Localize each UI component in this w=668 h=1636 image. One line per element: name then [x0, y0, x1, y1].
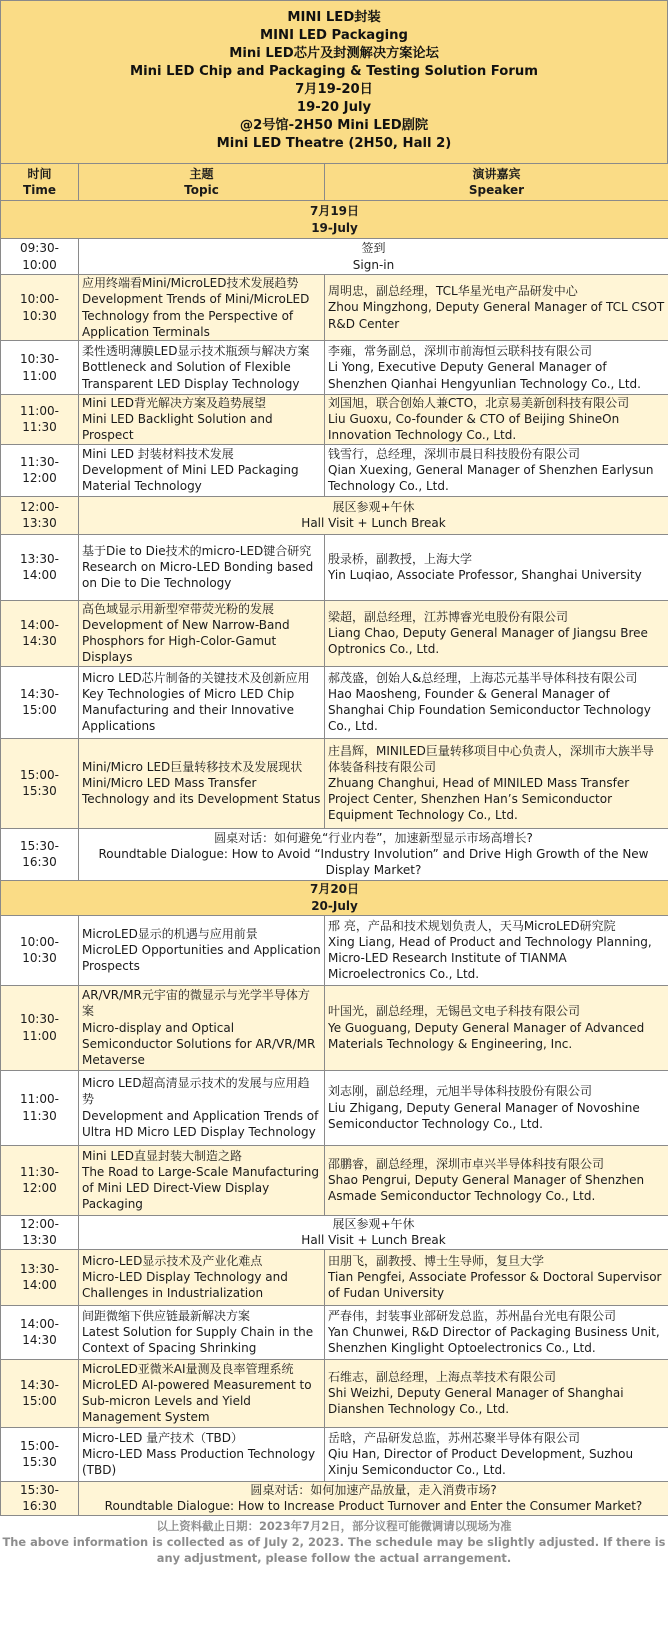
footer-note [0, 1516, 668, 1566]
session-topic-en: Development Trends of Mini/MicroLED Technology from the Perspective of Application Terminals [82, 292, 310, 339]
session-speaker-cn: 钱雪行，总经理，深圳市晨日科技股份有限公司 [328, 446, 581, 461]
session-topic-cn: Mini LED 封装材料技术发展 [82, 446, 234, 461]
session-topic [79, 395, 325, 445]
session-speaker-en: Li Yong, Executive Deputy General Manager of Shenzhen Qianhai Hengyunlian Technology Co., Ltd. [328, 360, 641, 391]
session-speaker-en: Shi Weizhi, Deputy General Manager of Shanghai Dianshen Technology Co., Ltd. [328, 1386, 624, 1417]
session-time: 11:00-11:30 [1, 1070, 79, 1145]
session-speaker [325, 738, 668, 828]
session-speaker-cn: 邢 亮，产品和技术规划负责人，天马MicroLED研究院 [328, 918, 616, 933]
session-break-cn: 展区参观+午休 [332, 1216, 415, 1231]
session-time: 14:30-15:00 [1, 666, 79, 738]
footer-note-cn: 以上资料截止日期：2023年7月2日，部分议程可能微调请以现场为准 [156, 1518, 512, 1533]
session-topic-cn: Micro LED超高清显示技术的发展与应用趋势 [82, 1076, 310, 1107]
session-topic-en: Latest Solution for Supply Chain in the Context of Spacing Shrinking [82, 1325, 314, 1356]
session-break-cn: 圆桌对话：如何避免“行业内卷”，加速新型显示市场高增长? [214, 830, 533, 845]
session-topic-cn: 应用终端看Mini/MicroLED技术发展趋势 [82, 276, 299, 291]
table-row [1, 1145, 668, 1215]
session-topic-cn: Mini LED背光解决方案及趋势展望 [82, 396, 266, 410]
session-speaker-en: Shao Pengrui, Deputy General Manager of Shenzhen Asmade Semiconductor Technology Co., Ltd. [328, 1173, 645, 1204]
session-speaker-en: Hao Maosheng, Founder & General Manager of Shanghai Chip Foundation Semiconductor Technology Co., Ltd. [328, 686, 651, 734]
session-topic [79, 1427, 325, 1481]
session-speaker-cn: 石维志，副总经理，上海点莘技术有限公司 [328, 1369, 557, 1384]
session-break-en: Hall Visit + Lunch Break [301, 1233, 446, 1248]
session-topic-cn: AR/VR/MR元宇宙的微显示与光学半导体方案 [82, 988, 310, 1019]
session-topic [79, 600, 325, 666]
session-break-cn: 展区参观+午休 [332, 499, 415, 514]
session-speaker [325, 341, 668, 395]
session-break [79, 828, 668, 880]
session-topic-cn: Micro-LED 量产技术（TBD） [82, 1430, 243, 1445]
session-topic-en: MicroLED AI-powered Measurement to Sub-micron Levels and Yield Management System [82, 1377, 312, 1425]
schedule-table [0, 163, 668, 1516]
session-break [79, 1215, 668, 1249]
table-row [1, 828, 668, 880]
session-topic [79, 444, 325, 496]
day-label-en: 19-July [311, 220, 358, 235]
session-speaker-cn: 刘志刚，副总经理，元旭半导体科技股份有限公司 [328, 1084, 593, 1099]
session-time: 10:00-10:30 [1, 915, 79, 985]
table-row [1, 395, 668, 445]
session-topic [79, 275, 325, 341]
table-row [1, 444, 668, 496]
column-header-time: 时间 Time [1, 164, 79, 201]
forum-header [0, 0, 668, 163]
session-speaker-en: Qiu Han, Director of Product Development, Suzhou Xinju Semiconductor Co., Ltd. [328, 1447, 634, 1478]
session-topic-en: Micro-LED Mass Production Technology (TBD) [82, 1447, 316, 1478]
header-line-3: Mini LED芯片及封测解决方案论坛 [229, 46, 439, 61]
session-speaker-cn: 梁超，副总经理，江苏博睿光电股份有限公司 [328, 609, 569, 624]
day-label-en: 20-July [311, 898, 358, 913]
session-topic [79, 1359, 325, 1427]
day-label [1, 880, 668, 915]
session-break-en: Roundtable Dialogue: How to Increase Product Turnover and Enter the Consumer Market? [104, 1499, 643, 1514]
table-row [1, 915, 668, 985]
session-speaker [325, 1145, 668, 1215]
session-topic-cn: Mini/Micro LED巨量转移技术及发展现状 [82, 759, 303, 774]
session-speaker-en: Liu Zhigang, Deputy General Manager of Novoshine Semiconductor Technology Co., Ltd. [328, 1100, 640, 1131]
session-speaker-en: Ye Guoguang, Deputy General Manager of Advanced Materials Technology & Engineering, Inc. [328, 1020, 645, 1051]
session-speaker-cn: 郝茂盛，创始人&总经理，上海芯元基半导体科技有限公司 [328, 670, 638, 685]
session-speaker [325, 534, 668, 600]
table-row [1, 738, 668, 828]
session-topic-cn: 柔性透明薄膜LED显示技术瓶颈与解决方案 [82, 344, 310, 359]
table-row [1, 1427, 668, 1481]
day-header-row [1, 201, 668, 239]
session-topic-en: Development of Mini LED Packaging Material Technology [82, 463, 299, 494]
session-speaker [325, 600, 668, 666]
session-break-cn: 圆桌对话：如何加速产品放量，走入消费市场? [250, 1482, 497, 1497]
header-line-6: 19-20 July [296, 100, 372, 115]
session-topic-cn: 间距微缩下供应链最新解决方案 [82, 1308, 251, 1323]
session-break [79, 1481, 668, 1515]
session-speaker [325, 1305, 668, 1359]
table-row [1, 1070, 668, 1145]
header-line-5: 7月19-20日 [295, 82, 373, 97]
session-topic-en: Research on Micro-LED Bonding based on Die to Die Technology [82, 560, 314, 591]
session-speaker [325, 1427, 668, 1481]
session-speaker [325, 985, 668, 1070]
session-speaker-cn: 严春伟，封装事业部研发总监，苏州晶台光电有限公司 [328, 1308, 617, 1323]
session-topic [79, 1145, 325, 1215]
session-time: 13:30-14:00 [1, 1249, 79, 1305]
table-row [1, 341, 668, 395]
session-time: 11:30-12:00 [1, 444, 79, 496]
session-topic [79, 341, 325, 395]
table-row [1, 275, 668, 341]
day-header-row [1, 880, 668, 915]
session-time: 13:30-14:00 [1, 534, 79, 600]
session-time: 10:30-11:00 [1, 341, 79, 395]
table-row [1, 239, 668, 275]
header-line-1: MINI LED封装 [287, 10, 381, 25]
session-speaker-en: Yan Chunwei, R&D Director of Packaging Business Unit, Shenzhen Kinglight Optoelectronics Co., Ltd. [328, 1325, 660, 1356]
session-time: 09:30-10:00 [1, 239, 79, 275]
session-topic-cn: 基于Die to Die技术的micro-LED键合研究 [82, 543, 312, 558]
session-topic-en: Key Technologies of Micro LED Chip Manufacturing and their Innovative Applications [82, 686, 295, 734]
session-speaker-cn: 邵鹏睿，副总经理，深圳市卓兴半导体科技有限公司 [328, 1156, 605, 1171]
session-time: 10:00-10:30 [1, 275, 79, 341]
session-break-en: Roundtable Dialogue: How to Avoid “Industry Involution” and Drive High Growth of the New Display Market? [98, 847, 649, 878]
session-time: 14:00-14:30 [1, 600, 79, 666]
session-time: 15:30-16:30 [1, 828, 79, 880]
session-speaker-cn: 岳晗，产品研发总监，苏州芯聚半导体有限公司 [328, 1430, 581, 1445]
session-speaker [325, 1070, 668, 1145]
session-speaker-cn: 庄昌辉，MINILED巨量转移项目中心负责人，深圳市大族半导体装备科技有限公司 [328, 743, 654, 774]
session-time: 12:00-13:30 [1, 496, 79, 534]
table-row [1, 1215, 668, 1249]
session-break [79, 239, 668, 275]
header-line-8: Mini LED Theatre (2H50, Hall 2) [216, 136, 452, 151]
session-speaker-en: Zhou Mingzhong, Deputy General Manager of TCL CSOT R&D Center [328, 300, 665, 331]
session-topic-en: Development of New Narrow-Band Phosphors for High-Color-Gamut Displays [82, 617, 290, 665]
session-topic-en: Mini LED Backlight Solution and Prospect [82, 412, 273, 443]
session-speaker [325, 444, 668, 496]
session-time: 11:00-11:30 [1, 395, 79, 445]
session-time: 14:00-14:30 [1, 1305, 79, 1359]
table-row [1, 1481, 668, 1515]
session-speaker-cn: 李雍，常务副总，深圳市前海恒云联科技有限公司 [328, 344, 593, 359]
table-row [1, 1249, 668, 1305]
session-speaker [325, 666, 668, 738]
session-topic [79, 915, 325, 985]
session-time: 15:00-15:30 [1, 738, 79, 828]
column-header-speaker: 演讲嘉宾 Speaker [325, 164, 668, 201]
session-speaker-en: Yin Luqiao, Associate Professor, Shanghai University [328, 568, 642, 583]
session-topic-cn: Mini LED直显封装大制造之路 [82, 1148, 242, 1163]
session-time: 14:30-15:00 [1, 1359, 79, 1427]
session-speaker-cn: 刘国旭，联合创始人兼CTO，北京易美新创科技有限公司 [328, 396, 630, 410]
table-row [1, 1305, 668, 1359]
session-speaker [325, 275, 668, 341]
session-topic [79, 666, 325, 738]
session-topic [79, 985, 325, 1070]
session-topic [79, 738, 325, 828]
header-line-4: Mini LED Chip and Packaging & Testing Solution Forum [130, 64, 538, 79]
session-break [79, 496, 668, 534]
table-row [1, 1359, 668, 1427]
session-topic-en: Bottleneck and Solution of Flexible Transparent LED Display Technology [82, 360, 300, 391]
footer-note-en: The above information is collected as of July 2, 2023. The schedule may be slightly adjusted. If there is any adjustment, please follow the actual arrangement. [2, 1534, 666, 1565]
header-line-7: @2号馆-2H50 Mini LED剧院 [239, 118, 429, 133]
session-speaker [325, 915, 668, 985]
session-speaker-en: Liu Guoxu, Co-founder & CTO of Beijing ShineOn Innovation Technology Co., Ltd. [328, 412, 620, 443]
day-label-cn: 7月19日 [309, 203, 360, 218]
session-topic [79, 1249, 325, 1305]
session-time: 11:30-12:00 [1, 1145, 79, 1215]
session-topic [79, 1305, 325, 1359]
header-line-2: MINI LED Packaging [260, 28, 408, 43]
table-row [1, 496, 668, 534]
session-topic-en: Development and Application Trends of Ultra HD Micro LED Display Technology [82, 1108, 319, 1139]
session-topic [79, 534, 325, 600]
session-time: 12:00-13:30 [1, 1215, 79, 1249]
session-topic-en: MicroLED Opportunities and Application Prospects [82, 943, 321, 974]
session-speaker-en: Tian Pengfei, Associate Professor & Doctoral Supervisor of Fudan University [328, 1270, 662, 1301]
session-topic-cn: Micro-LED显示技术及产业化难点 [82, 1253, 263, 1268]
session-topic-cn: MicroLED亚微米AI量测及良率管理系统 [82, 1361, 294, 1376]
session-time: 15:30-16:30 [1, 1481, 79, 1515]
session-speaker-en: Xing Liang, Head of Product and Technology Planning, Micro-LED Research Institute of TIANMA Microelectronics Co., Ltd. [328, 934, 652, 982]
session-topic [79, 1070, 325, 1145]
session-break-cn: 签到 [361, 241, 386, 256]
table-row [1, 666, 668, 738]
column-header-topic: 主题 Topic [79, 164, 325, 201]
table-row [1, 534, 668, 600]
session-topic-en: Mini/Micro LED Mass Transfer Technology and its Development Status [82, 776, 321, 807]
session-break-en: Hall Visit + Lunch Break [301, 516, 446, 531]
session-topic-en: Micro-display and Optical Semiconductor Solutions for AR/VR/MR Metaverse [82, 1020, 316, 1067]
session-topic-cn: 高色域显示用新型窄带荧光粉的发展 [82, 601, 275, 616]
session-break-en: Sign-in [352, 257, 395, 272]
session-speaker [325, 1249, 668, 1305]
day-label [1, 201, 668, 239]
session-speaker-en: Qian Xuexing, General Manager of Shenzhen Earlysun Technology Co., Ltd. [328, 463, 654, 494]
session-speaker [325, 1359, 668, 1427]
session-time: 15:00-15:30 [1, 1427, 79, 1481]
session-topic-cn: Micro LED芯片制备的关键技术及创新应用 [82, 670, 310, 685]
table-row [1, 985, 668, 1070]
session-topic-cn: MicroLED显示的机遇与应用前景 [82, 926, 258, 941]
table-row [1, 600, 668, 666]
session-topic-en: Micro-LED Display Technology and Challenges in Industrialization [82, 1270, 288, 1301]
session-speaker-cn: 叶国光，副总经理，无锡邑文电子科技有限公司 [328, 1004, 581, 1019]
session-topic-en: The Road to Large-Scale Manufacturing of Mini LED Direct-View Display Packaging [82, 1164, 320, 1212]
session-speaker-en: Zhuang Changhui, Head of MINILED Mass Transfer Project Center, Shenzhen Han’s Semiconductor Equipment Technology Co., Ltd. [328, 776, 630, 823]
session-speaker-cn: 田朋飞，副教授、博士生导师，复旦大学 [328, 1253, 545, 1268]
session-speaker-cn: 周明忠，副总经理，TCL华星光电产品研发中心 [328, 284, 578, 299]
session-time: 10:30-11:00 [1, 985, 79, 1070]
session-speaker [325, 395, 668, 445]
session-speaker-cn: 殷录桥，副教授，上海大学 [328, 551, 473, 566]
day-label-cn: 7月20日 [309, 881, 360, 896]
session-speaker-en: Liang Chao, Deputy General Manager of Jiangsu Bree Optronics Co., Ltd. [328, 626, 648, 657]
